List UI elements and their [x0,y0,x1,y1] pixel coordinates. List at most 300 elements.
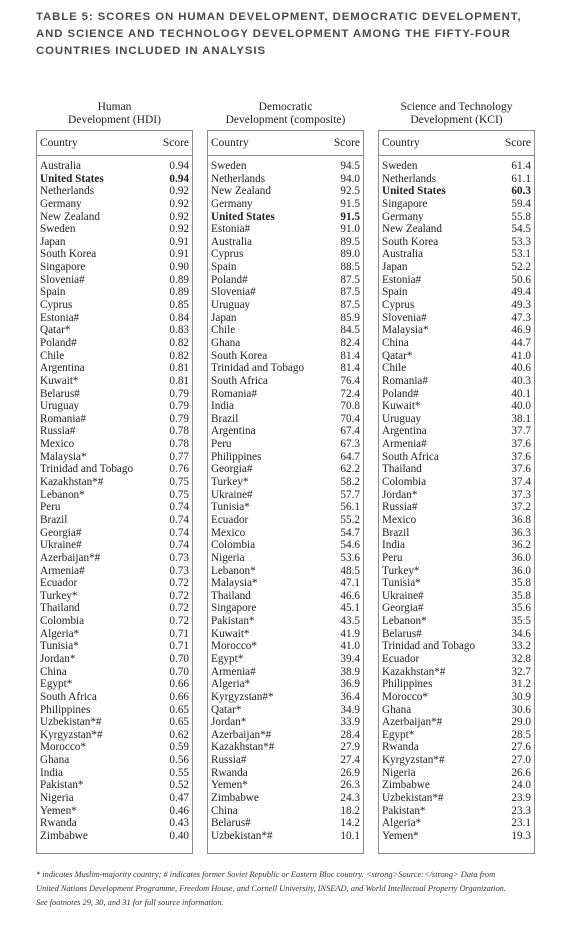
score-cell: 36.9 [340,678,360,691]
country-cell: Pakistan* [211,615,255,628]
table-row [382,640,531,653]
score-cell: 0.82 [169,336,189,349]
score-cell: 87.5 [340,273,360,286]
table-row [40,438,189,451]
score-cell: 70.8 [340,400,360,413]
table-row [40,640,189,653]
table-row [40,741,189,754]
hdi-table [36,130,193,854]
country-cell: Jordan* [211,716,247,729]
table-row [40,527,189,540]
table-row [211,451,360,464]
score-cell: 30.9 [511,690,531,703]
country-cell: Lebanon* [40,488,85,501]
table-row [40,628,189,641]
democratic-col-country: Country [211,137,249,149]
score-cell: 0.59 [169,741,189,754]
score-cell: 0.46 [169,804,189,817]
country-cell: Ukraine# [40,539,82,552]
country-cell: Malaysia* [211,577,258,590]
country-cell: China [211,804,238,817]
table-row [211,779,360,792]
score-cell: 0.72 [169,615,189,628]
table-row [40,413,189,426]
country-cell: Jordan* [40,652,76,665]
score-cell: 0.40 [169,829,189,842]
table-row [40,375,189,388]
table-row [382,602,531,615]
score-cell: 84.5 [340,324,360,337]
democratic-panel [207,94,364,854]
table-row [382,463,531,476]
country-cell: South Africa [211,374,268,387]
table-row [40,514,189,527]
table-row [40,173,189,186]
hdi-panel [36,94,193,854]
table-row [211,817,360,830]
score-cell: 0.83 [169,324,189,337]
score-cell: 67.4 [340,425,360,438]
table-row [211,666,360,679]
score-cell: 0.76 [169,463,189,476]
score-cell: 89.0 [340,248,360,261]
country-cell: Nigeria [211,551,245,564]
score-cell: 0.91 [169,248,189,261]
country-cell: Russia# [382,501,418,514]
score-cell: 0.66 [169,678,189,691]
score-cell: 33.9 [340,716,360,729]
country-cell: Ukraine# [211,488,253,501]
table-row [382,628,531,641]
country-cell: Kyrgyzstan*# [40,728,103,741]
table-row [382,805,531,818]
score-cell: 0.65 [169,703,189,716]
table-row [40,425,189,438]
table-row [382,236,531,249]
table-title: TABLE 5: SCORES ON HUMAN DEVELOPMENT, DEMOCRATIC DEVELOPMENT, AND SCIENCE AND TECHNOLOGY DEVELOPMENT AMONG THE FIFTY-FOUR COUNTRIES INCLUDED IN ANALYSIS [36,11,522,57]
score-cell: 0.94 [169,160,189,172]
country-cell: Kuwait* [211,627,250,640]
table-row [40,615,189,628]
country-cell: Japan [382,261,408,274]
table-row [40,792,189,805]
table-row [382,501,531,514]
country-cell: Yemen* [211,779,248,792]
table-row [211,211,360,224]
score-cell: 23.1 [511,817,531,830]
table-row [382,590,531,603]
score-cell: 37.6 [511,438,531,451]
country-cell: India [211,400,234,413]
score-cell: 24.3 [340,792,360,805]
table-row [382,489,531,502]
score-cell: 0.79 [169,400,189,413]
score-cell: 0.75 [169,488,189,501]
table-row [40,704,189,717]
country-cell: Poland# [40,336,77,349]
kci-panel [378,94,535,854]
country-cell: Morocco* [211,640,257,653]
score-cell: 23.9 [511,792,531,805]
country-cell: Armenia# [211,665,256,678]
score-cell: 36.4 [340,690,360,703]
table-row [382,198,531,211]
score-cell: 94.5 [340,160,360,172]
country-cell: Kuwait* [40,374,79,387]
country-cell: Zimbabwe [382,779,430,792]
table-row [211,501,360,514]
country-cell: Ecuador [382,652,420,665]
score-cell: 31.2 [511,678,531,691]
country-cell: Belarus# [382,627,422,640]
country-cell: Sweden [382,160,418,172]
score-cell: 60.3 [511,185,531,198]
country-cell: South Korea [40,248,97,261]
score-cell: 32.7 [511,665,531,678]
table-row [211,476,360,489]
score-cell: 35.8 [511,577,531,590]
table-row [40,400,189,413]
table-row [382,337,531,350]
country-cell: Japan [40,235,66,248]
table-row [211,590,360,603]
country-cell: United States [382,185,446,198]
table-row [40,729,189,742]
table-row [211,362,360,375]
table-row [211,767,360,780]
table-row [211,741,360,754]
country-cell: Australia [382,248,424,261]
score-cell: 0.65 [169,716,189,729]
kci-panel-heading [378,94,535,130]
country-cell: Georgia# [211,463,253,476]
table-row [382,211,531,224]
table-row [382,261,531,274]
country-cell: Argentina [40,362,85,375]
table-row [211,463,360,476]
country-cell: Malaysia* [40,450,87,463]
country-cell: Pakistan* [382,804,426,817]
table-row [382,185,531,198]
table-row [40,337,189,350]
table-row [382,577,531,590]
country-cell: Uruguay [40,400,80,413]
democratic-heading-line1: Democratic [258,101,313,113]
score-cell: 19.3 [511,829,531,842]
score-cell: 36.0 [511,564,531,577]
country-cell: Netherlands [382,172,437,185]
score-cell: 88.5 [340,261,360,274]
table-row [382,248,531,261]
score-cell: 53.3 [511,235,531,248]
score-cell: 18.2 [340,804,360,817]
table-row [382,729,531,742]
country-cell: Trinidad and Tobago [211,362,305,375]
score-cell: 0.78 [169,438,189,451]
kci-column-header [379,131,534,156]
table-row [40,463,189,476]
table-row [382,312,531,325]
table-row [40,248,189,261]
table-row [40,324,189,337]
country-cell: Kyrgyzstan#* [211,690,274,703]
country-cell: Armenia# [40,564,85,577]
country-cell: United States [211,210,275,223]
country-cell: India [382,539,405,552]
score-cell: 26.3 [340,779,360,792]
country-cell: Algeria* [40,627,80,640]
country-cell: Trinidad and Tobago [40,463,134,476]
table-row [40,451,189,464]
kci-heading-line1: Science and Technology [400,101,513,113]
score-cell: 0.89 [169,286,189,299]
country-cell: China [382,336,409,349]
footnote: * indicates Muslim-majority country; # indicates former Soviet Republic or Eastern Bloc country. <strong>Source:</strong> Data from United Nations Development Programme, Freedom House, and Cornell University, INSEAD, and World Intellectual Property Organization. See footnotes 29, 30, and 31 for full source information. [36,870,506,907]
table-row [40,236,189,249]
country-cell: Georgia# [382,602,424,615]
table-row [40,754,189,767]
score-cell: 35.5 [511,615,531,628]
score-cell: 41.9 [340,627,360,640]
table-row [40,590,189,603]
country-cell: Uzbekistan*# [40,716,102,729]
score-cell: 0.94 [169,172,189,185]
table-row [382,539,531,552]
table-row [211,236,360,249]
country-cell: Estonia# [382,273,422,286]
table-row [211,375,360,388]
country-cell: Cyprus [40,299,73,312]
country-cell: Romania# [382,374,428,387]
democratic-col-score: Score [333,137,360,149]
score-cell: 0.92 [169,223,189,236]
score-cell: 85.9 [340,311,360,324]
table-row [211,704,360,717]
country-cell: Ghana [40,754,70,767]
table-row [211,678,360,691]
table-row [40,653,189,666]
country-cell: Rwanda [211,766,248,779]
country-cell: New Zealand [40,210,100,223]
score-cell: 36.8 [511,513,531,526]
table-row [211,792,360,805]
country-cell: Kuwait* [382,400,421,413]
table-row [40,830,189,843]
score-cell: 67.3 [340,438,360,451]
table-row [382,451,531,464]
country-cell: Qatar* [40,324,71,337]
country-cell: Egypt* [382,728,415,741]
score-cell: 35.6 [511,602,531,615]
country-cell: South Korea [211,349,268,362]
score-cell: 0.71 [169,627,189,640]
score-cell: 0.72 [169,602,189,615]
country-cell: Morocco* [40,741,86,754]
score-cell: 28.4 [340,728,360,741]
table-row [40,211,189,224]
score-cell: 94.0 [340,172,360,185]
score-cell: 29.0 [511,716,531,729]
table-row [382,754,531,767]
country-cell: Singapore [40,261,86,274]
score-cell: 54.7 [340,526,360,539]
country-cell: Germany [382,210,424,223]
score-cell: 0.74 [169,526,189,539]
country-cell: Argentina [211,425,256,438]
country-cell: Spain [211,261,237,274]
table-row [382,400,531,413]
table-row [211,198,360,211]
score-cell: 0.79 [169,412,189,425]
country-cell: Spain [382,286,408,299]
score-cell: 55.8 [511,210,531,223]
table-row [382,653,531,666]
score-cell: 87.5 [340,299,360,312]
country-cell: Chile [40,349,65,362]
country-cell: Armenia# [382,438,427,451]
country-cell: Nigeria [40,792,74,805]
table-row [211,425,360,438]
score-cell: 40.0 [511,400,531,413]
country-cell: Cyprus [211,248,244,261]
country-cell: Brazil [382,526,410,539]
country-cell: Mexico [40,438,75,451]
democratic-column-header [208,131,363,156]
score-cell: 0.52 [169,779,189,792]
country-cell: Singapore [382,197,428,210]
table-row [211,615,360,628]
country-cell: New Zealand [382,223,442,236]
score-cell: 33.2 [511,640,531,653]
score-cell: 47.1 [340,577,360,590]
country-cell: Brazil [211,412,239,425]
score-cell: 0.77 [169,450,189,463]
score-cell: 34.6 [511,627,531,640]
democratic-table [207,130,364,854]
country-cell: Colombia [211,539,256,552]
table-row [211,185,360,198]
country-cell: Russia# [40,425,76,438]
country-cell: Estonia# [211,223,251,236]
country-cell: Australia [211,235,253,248]
hdi-panel-heading [36,94,193,130]
country-cell: Belarus# [211,817,251,830]
table-row [40,362,189,375]
country-cell: South Korea [382,235,439,248]
country-cell: Ukraine# [382,589,424,602]
country-cell: Peru [40,501,61,514]
score-cell: 0.75 [169,476,189,489]
country-cell: Philippines [211,450,262,463]
score-cell: 87.5 [340,286,360,299]
score-cell: 44.7 [511,336,531,349]
score-cell: 54.6 [340,539,360,552]
table-row [382,324,531,337]
score-cell: 58.2 [340,476,360,489]
country-cell: Lebanon* [382,615,427,628]
table-row [40,261,189,274]
country-cell: Pakistan* [40,779,84,792]
country-cell: Romania# [40,412,86,425]
table-row [40,767,189,780]
table-row [40,501,189,514]
score-cell: 26.6 [511,766,531,779]
score-cell: 46.9 [511,324,531,337]
score-cell: 52.2 [511,261,531,274]
country-cell: Mexico [382,513,417,526]
score-cell: 37.4 [511,476,531,489]
kci-col-country: Country [382,137,420,149]
country-cell: Poland# [382,387,419,400]
table-row [40,691,189,704]
score-cell: 36.2 [511,539,531,552]
score-cell: 53.6 [340,551,360,564]
country-cell: Azerbaijan*# [40,551,101,564]
score-cell: 56.1 [340,501,360,514]
table-row [211,691,360,704]
table-row [211,489,360,502]
score-cell: 0.81 [169,362,189,375]
score-cell: 32.8 [511,652,531,665]
score-cell: 0.56 [169,754,189,767]
table-row [382,223,531,236]
table-row [40,539,189,552]
country-cell: Slovenia# [382,311,427,324]
table-row [211,312,360,325]
country-cell: Kyrgyzstan*# [382,754,445,767]
table-row [211,830,360,843]
table-row [382,830,531,843]
kci-col-score: Score [504,137,531,149]
score-cell: 0.92 [169,185,189,198]
score-cell: 47.3 [511,311,531,324]
country-cell: China [40,665,67,678]
table-row [211,640,360,653]
country-cell: Peru [382,551,403,564]
score-cell: 59.4 [511,197,531,210]
table-row [40,388,189,401]
table-row [382,388,531,401]
score-cell: 0.79 [169,387,189,400]
country-cell: Uruguay [382,412,422,425]
table-row [382,565,531,578]
score-cell: 0.72 [169,577,189,590]
table-row [211,527,360,540]
country-cell: Japan [211,311,237,324]
democratic-heading-line2: Development (composite) [225,114,346,126]
score-cell: 0.89 [169,273,189,286]
score-cell: 0.70 [169,652,189,665]
table-row [211,729,360,742]
score-cell: 38.9 [340,665,360,678]
score-cell: 30.6 [511,703,531,716]
score-cell: 81.4 [340,349,360,362]
country-cell: Yemen* [40,804,77,817]
score-cell: 37.2 [511,501,531,514]
country-cell: Kazakhstan*# [382,665,446,678]
score-cell: 82.4 [340,336,360,349]
score-cell: 37.3 [511,488,531,501]
country-cell: Philippines [382,678,433,691]
score-cell: 37.6 [511,450,531,463]
table-row [211,337,360,350]
table-row [40,716,189,729]
country-cell: Tunisia* [382,577,421,590]
country-cell: Algeria* [382,817,422,830]
score-cell: 64.7 [340,450,360,463]
score-cell: 70.4 [340,412,360,425]
table-row [382,666,531,679]
